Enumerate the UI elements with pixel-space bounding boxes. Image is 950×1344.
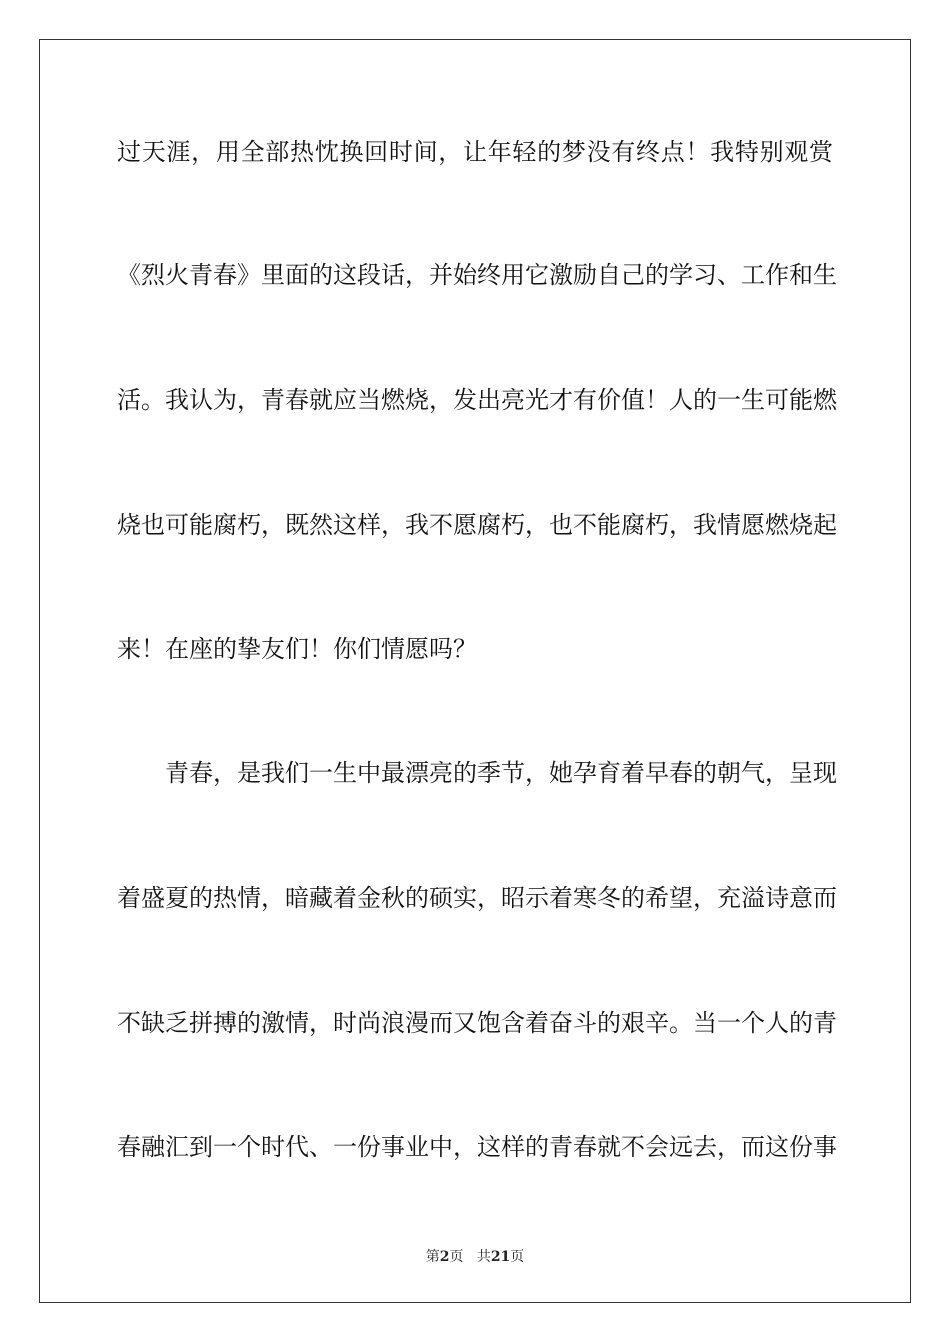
footer-total-suffix: 页 <box>510 1249 525 1265</box>
text-line-8: 不缺乏拼搏的激情，时尚浪漫而又饱含着奋斗的艰辛。当一个人的青 <box>117 1009 837 1037</box>
footer-page-word: 页 <box>449 1249 464 1265</box>
text-line-2: 《烈火青春》里面的这段话，并始终用它激励自己的学习、工作和生 <box>117 261 837 289</box>
text-line-7: 着盛夏的热情，暗藏着金秋的硕实，昭示着寒冬的希望，充溢诗意而 <box>117 884 837 912</box>
text-line-6: 青春，是我们一生中最漂亮的季节，她孕育着早春的朝气，呈现 <box>165 759 837 787</box>
current-page-number: 2 <box>439 1249 450 1265</box>
total-pages-number: 21 <box>490 1249 511 1265</box>
text-line-9: 春融汇到一个时代、一份事业中，这样的青春就不会远去，而这份事 <box>117 1133 837 1161</box>
text-line-4: 烧也可能腐朽，既然这样，我不愿腐朽，也不能腐朽，我情愿燃烧起 <box>117 511 837 539</box>
page-footer <box>0 1248 950 1266</box>
text-line-5: 来！在座的挚友们！你们情愿吗？ <box>117 635 477 663</box>
footer-prefix: 第 <box>425 1249 440 1265</box>
text-line-3: 活。我认为，青春就应当燃烧，发出亮光才有价值！人的一生可能燃 <box>117 386 837 414</box>
page-border <box>39 39 911 1303</box>
footer-total-prefix: 共 <box>476 1249 491 1265</box>
text-line-1: 过天涯，用全部热忱换回时间，让年轻的梦没有终点！我特别观赏 <box>117 138 833 166</box>
